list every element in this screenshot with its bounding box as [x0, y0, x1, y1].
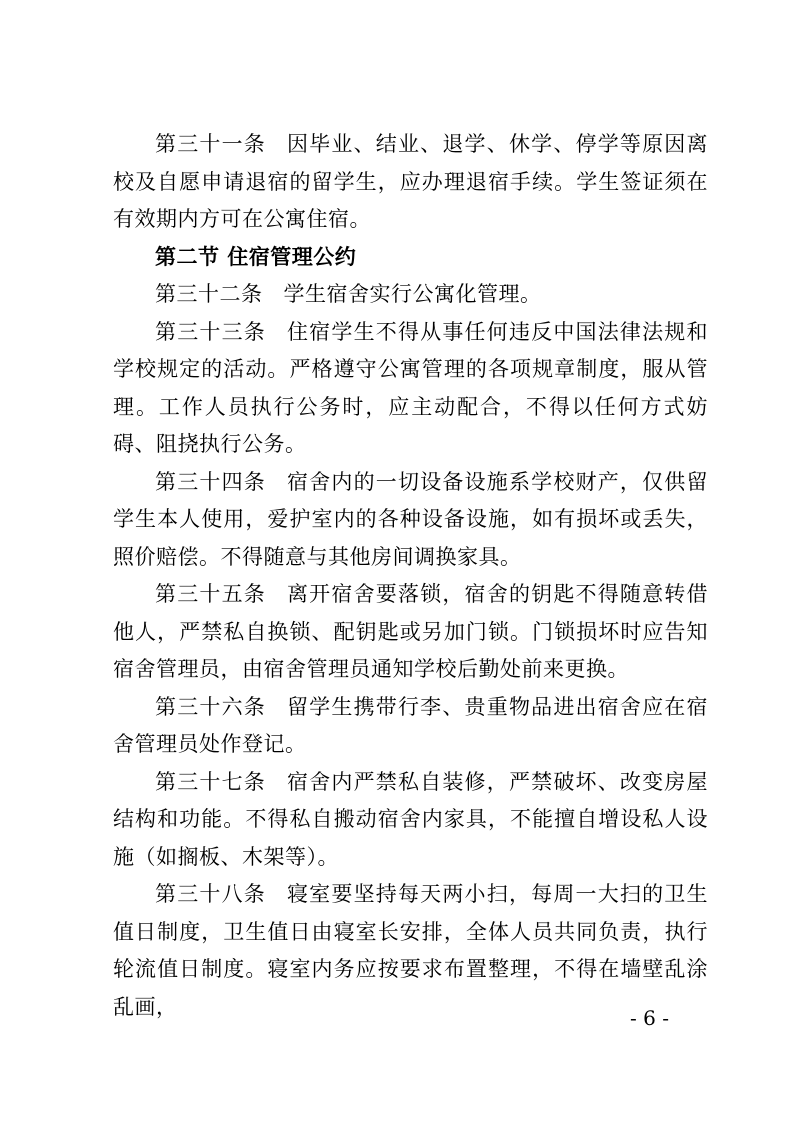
page-number: - 6 - [630, 1006, 669, 1030]
article-35 [113, 576, 708, 689]
article-text: 学生宿舍实行公寓化管理。 [283, 282, 542, 306]
document-body [113, 126, 708, 1026]
article-33 [113, 314, 708, 464]
article-text: 留学生携带行李、贵重物品进出宿舍应在宿舍管理员处作登记。 [113, 694, 709, 756]
article-number: 第三十六条 [155, 694, 266, 719]
article-text: 离开宿舍要落锁，宿舍的钥匙不得随意转借他人，严禁私自换锁、配钥匙或另加门锁。门锁损坏时应告知宿舍管理员，由宿舍管理员通知学校后勤处前来更换。 [113, 582, 709, 681]
article-number: 第三十四条 [155, 469, 266, 494]
article-text: 因毕业、结业、退学、休学、停学等原因离校及自愿申请退宿的留学生，应办理退宿手续。学生签证须在有效期内方可在公寓住宿。 [113, 132, 709, 231]
article-32 [113, 276, 708, 314]
article-38 [113, 876, 708, 1026]
article-number: 第三十一条 [155, 132, 266, 156]
article-31 [113, 126, 708, 239]
article-34 [113, 464, 708, 577]
article-text: 宿舍内严禁私自装修，严禁破坏、改变房屋结构和功能。不得私自搬动宿舍内家具，不能擅自增设私人设施（如搁板、木架等）。 [113, 769, 709, 869]
section-heading: 第二节 住宿管理公约 [155, 244, 357, 269]
article-text: 住宿学生不得从事任何违反中国法律法规和学校规定的活动。严格遵守公寓管理的各项规章制度，服从管理。工作人员执行公务时，应主动配合，不得以任何方式妨碍、阻挠执行公务。 [113, 319, 709, 456]
article-number: 第三十三条 [155, 319, 266, 344]
article-number: 第三十五条 [155, 582, 266, 606]
article-number: 第三十二条 [155, 282, 263, 306]
article-36 [113, 689, 708, 764]
article-text: 宿舍内的一切设备设施系学校财产，仅供留学生本人使用，爱护室内的各种设备设施，如有损坏或丢失，照价赔偿。不得随意与其他房间调换家具。 [113, 469, 709, 569]
article-text: 寝室要坚持每天两小扫，每周一大扫的卫生值日制度，卫生值日由寝室长安排，全体人员共同负责，执行轮流值日制度。寝室内务应按要求布置整理，不得在墙壁乱涂乱画， [113, 882, 709, 1019]
article-number: 第三十八条 [155, 882, 266, 906]
article-number: 第三十七条 [155, 769, 266, 794]
article-37 [113, 764, 708, 877]
